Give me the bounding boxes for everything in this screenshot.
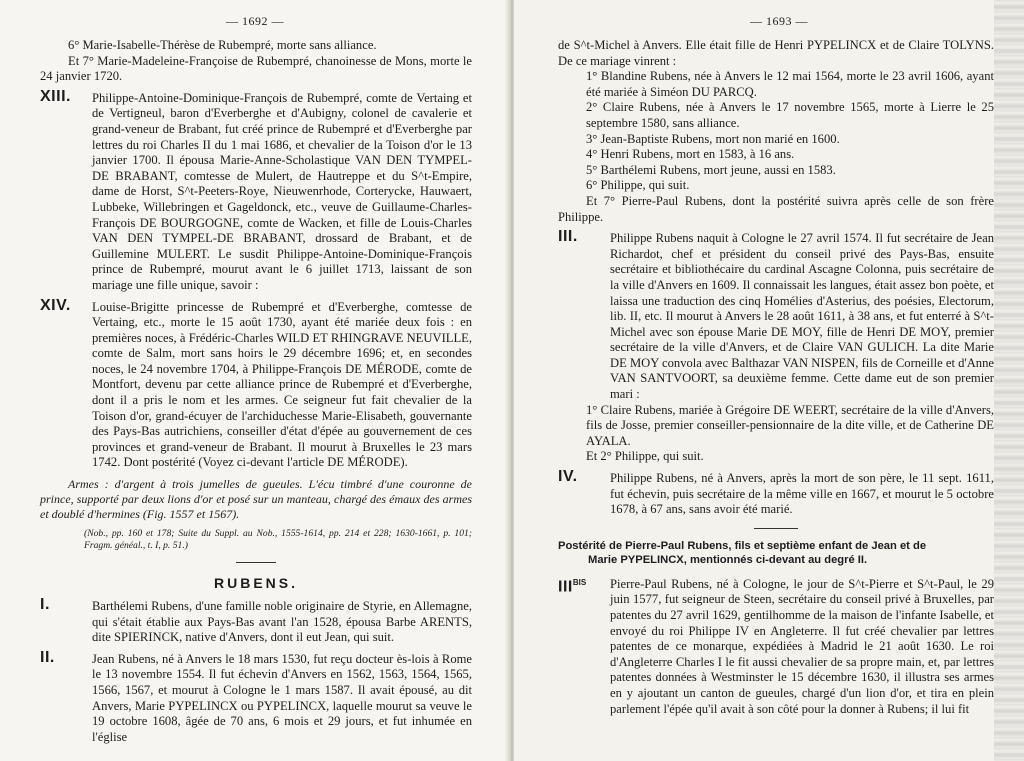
section-heading: RUBENS. — [213, 575, 298, 592]
scanned-page-edge — [994, 0, 1024, 761]
references: (Nob., pp. 160 et 178; Suite du Suppl. au Nob., 1555-1614, pp. 214 et 228; 1630-1661, p. 101; Fragm. généal., t. I, p. 51.) — [84, 528, 472, 552]
entry-text: Jean Rubens, né à Anvers le 18 mars 1530, fut reçu docteur ès-lois à Rome le 13 novembre 1554. Il fut échevin d'Anvers en 1562, 1563, 1564, 1565, 1566, 1567, et mourut à Cologne le 1 mars 1587. Il avait épousé, au dit Anvers, Marie PYPELINCX ou PYPELINCX, laquelle mourut sa veuve le 19 octobre 1608, âgée de 70 ans, 6 mois et 29 jours, et fut inhumée en l'église — [92, 651, 472, 744]
entry-text: Louise-Brigitte princesse de Rubempré et d'Everberghe, comtesse de Vertaing, etc., morte le 15 août 1730, ayant été mariée deux fois : en premières noces, à Frédéric-Charles WILD ET RHINGRAVE NEUVILLE, comte de Salm, mort sans hoirs le 29 décembre 1696; et, en secondes noces, le 24 novembre 1704, à Philippe-François DE MÉRODE, comte de Montfort, devenu par cette alliance prince de Rubempré et d'Everberghe, dont il a pris le nom et les armes. Ce seigneur fut fait chevalier de la Toison d'or, grand-écuyer de l'archiduchesse Marie-Elisabeth, gouvernante des Pays-Bas autrichiens, conseiller d'état d'épée au gouvernement de ces provinces et grand-veneur de Brabant. Il mourut à Bruxelles le 23 mars 1742. Dont postérité (Voyez ci-devant l'article DE MÉRODE). — [92, 299, 472, 470]
left-page — [0, 0, 510, 761]
degree-number: III. — [558, 228, 578, 246]
entry-text: Philippe-Antoine-Dominique-François de Rubempré, comte de Vertaing et de Vertigneul, baron d'Everberghe et d'Aubigny, colonel de cavalerie et grand-veneur de Brabant, fut créé prince de Rubempré et d'Everberghe par lettres du roi Charles II du 1 mai 1686, et chevalier de la Toison d'or le 13 janvier 1700. Il épousa Marie-Anne-Scholastique VAN DEN TYMPEL-DE BRABANT, comtesse de Mulert, de Hautreppe et du S^t-Empire, dame de Horst, S^t-Peeters-Roye, Nieuwenrhode, Corterycke, Hauwaert, Lubbeke, Willebringen et Gageldonck, etc., veuve de Guillaume-Charles-François DE BOURGOGNE, comte de Wacken, et fille de Louis-Charles VAN DEN TYMPEL-DE BRABANT, drossard de Brabant, et de Guillemine MULERT. Le susdit Philippe-Antoine-Dominique-François prince de Rubempré, mourut avant le 6 juillet 1713, laissant de son mariage une fille unique, savoir : — [92, 90, 472, 292]
genealogy-entry — [558, 577, 994, 717]
divider — [236, 562, 276, 563]
divider — [754, 528, 798, 529]
paragraph: Et 7° Marie-Madeleine-Françoise de Rubempré, chanoinesse de Mons, morte le 24 janvier 1720. — [40, 53, 472, 84]
right-text-column — [558, 38, 994, 717]
paragraph: Et 7° Pierre-Paul Rubens, dont la postérité suivra après celle de son frère Philippe. — [558, 193, 994, 224]
arms-description — [40, 477, 472, 522]
paragraph: de S^t-Michel à Anvers. Elle était fille de Henri PYPELINCX et de Claire TOLYNS. De ce mariage vinrent : — [558, 38, 994, 68]
right-page — [514, 0, 1024, 761]
left-text-column — [40, 38, 472, 745]
genealogy-entry — [40, 648, 472, 746]
entry-text: Pierre-Paul Rubens, né à Cologne, le jour de S^t-Pierre et S^t-Paul, le 29 juin 1577, fut seigneur de Steen, secrétaire du conseil privé à Bruxelles, par patentes du 27 avril 1629, gentilhomme de la maison de l'infante Isabelle, et envoyé du roi Philippe IV en Angleterre. Il fut créé chevalier par lettres patentes de ce monarque, expédiées à Madrid le 21 août 1630. Le roi d'Angleterre Charles I le fit aussi chevalier de sa propre main, et, par lettres patentes données à Westminster le 15 décembre 1630, il illustra ses armes en y ajoutant un canton de gueules, chargé d'un lion d'or, et tira en plein parlement l'épée qu'il avait à son côté pour la donner à Rubens; il lui fit — [610, 576, 994, 716]
list-item: 1° Claire Rubens, mariée à Grégoire DE WEERT, secrétaire de la ville d'Anvers, fils de Josse, premier conseiller-pensionnaire de la dite ville, et de Catherine DE AYALA. — [586, 402, 994, 448]
degree-number: II. — [40, 648, 55, 666]
genealogy-entry — [40, 596, 472, 646]
left-page-number: — 1692 — — [226, 14, 284, 28]
list-item: Et 2° Philippe, qui suit. — [586, 449, 704, 464]
posterite-heading — [558, 539, 994, 567]
genealogy-entry — [40, 87, 472, 294]
right-page-number: — 1693 — — [750, 14, 808, 28]
posterite-line-2: Marie PYPELINCX, mentionnés ci-devant au degré II. — [588, 553, 868, 566]
genealogy-entry — [40, 296, 472, 472]
posterite-line-1: Postérité de Pierre-Paul Rubens, fils et septième enfant de Jean et de — [558, 539, 927, 552]
entry-text: Philippe Rubens naquit à Cologne le 27 avril 1574. Il fut secrétaire de Jean Richardot, chef et président du conseil privé des Pays-Bas, ensuite secrétaire et bibliothécaire du cardinal Ascagne Colonna, puis secrétaire de la ville d'Anvers en 1609. Il connaissait les langues, était assez bon poète, et laissa une traduction des cinq Homélies d'Asterius, des poésies, Electorum, lib. II, etc. Il mourut à Anvers le 28 août 1611, à 38 ans, et fut enterré à S^t-Michel avec son épouse Marie DE MOY, fille de Henri DE MOY, premier secrétaire de la ville d'Anvers, et de Claire VAN GULICH. La dite Marie DE MOY convola avec Balthazar VAN NISPEN, fils de Corneille et d'Anne VAN SANTVOORT, sa deuxième femme. Cette dame eut de son premier mari : — [610, 231, 994, 402]
degree-suffix: BIS — [572, 577, 587, 587]
list-item: 3° Jean-Baptiste Rubens, mort non marié en 1600. — [586, 131, 840, 146]
entry-text: Barthélemi Rubens, d'une famille noble originaire de Styrie, en Allemagne, qui s'était établie aux Pays-Bas avant l'an 1528, épousa Barbe ARENTS, dite SPIERINCK, native d'Anvers, dont il eut Jean, qui suit. — [92, 599, 472, 645]
paragraph: 6° Marie-Isabelle-Thérèse de Rubempré, morte sans alliance. — [68, 38, 377, 52]
list-item: 5° Barthélemi Rubens, mort jeune, aussi en 1583. — [586, 162, 836, 177]
degree-number: XIV. — [40, 296, 71, 314]
arms-text: Armes : d'argent à trois jumelles de gueules. L'écu timbré d'une couronne de prince, supporté par deux lions d'or et posé sur un manteau, chargé des émaux des armes et doublé d'hermines (Fig. 1557 et 1567). — [40, 477, 472, 522]
genealogy-entry — [558, 468, 994, 518]
list-item: 6° Philippe, qui suit. — [586, 178, 690, 193]
entry-text: Philippe Rubens, né à Anvers, après la mort de son père, le 11 sept. 1611, fut échevin, puis secrétaire de la même ville en 1667, et mourut le 5 octobre 1678, à 67 ans, sans avoir été marié. — [610, 471, 994, 517]
degree-number: $III^{BIS}$ — [558, 577, 587, 596]
list-item: 4° Henri Rubens, mort en 1583, à 16 ans. — [586, 147, 795, 162]
list-item: 2° Claire Rubens, née à Anvers le 17 novembre 1565, morte à Lierre le 25 septembre 1580, sans alliance. — [586, 100, 994, 130]
genealogy-entry — [558, 228, 994, 403]
degree-number: IV. — [558, 468, 578, 486]
list-item: 1° Blandine Rubens, née à Anvers le 12 mai 1564, morte le 23 avril 1606, ayant été mariée à Siméon DU PARCQ. — [586, 69, 994, 99]
degree-number: I. — [40, 596, 50, 614]
degree-number: XIII. — [40, 87, 71, 105]
